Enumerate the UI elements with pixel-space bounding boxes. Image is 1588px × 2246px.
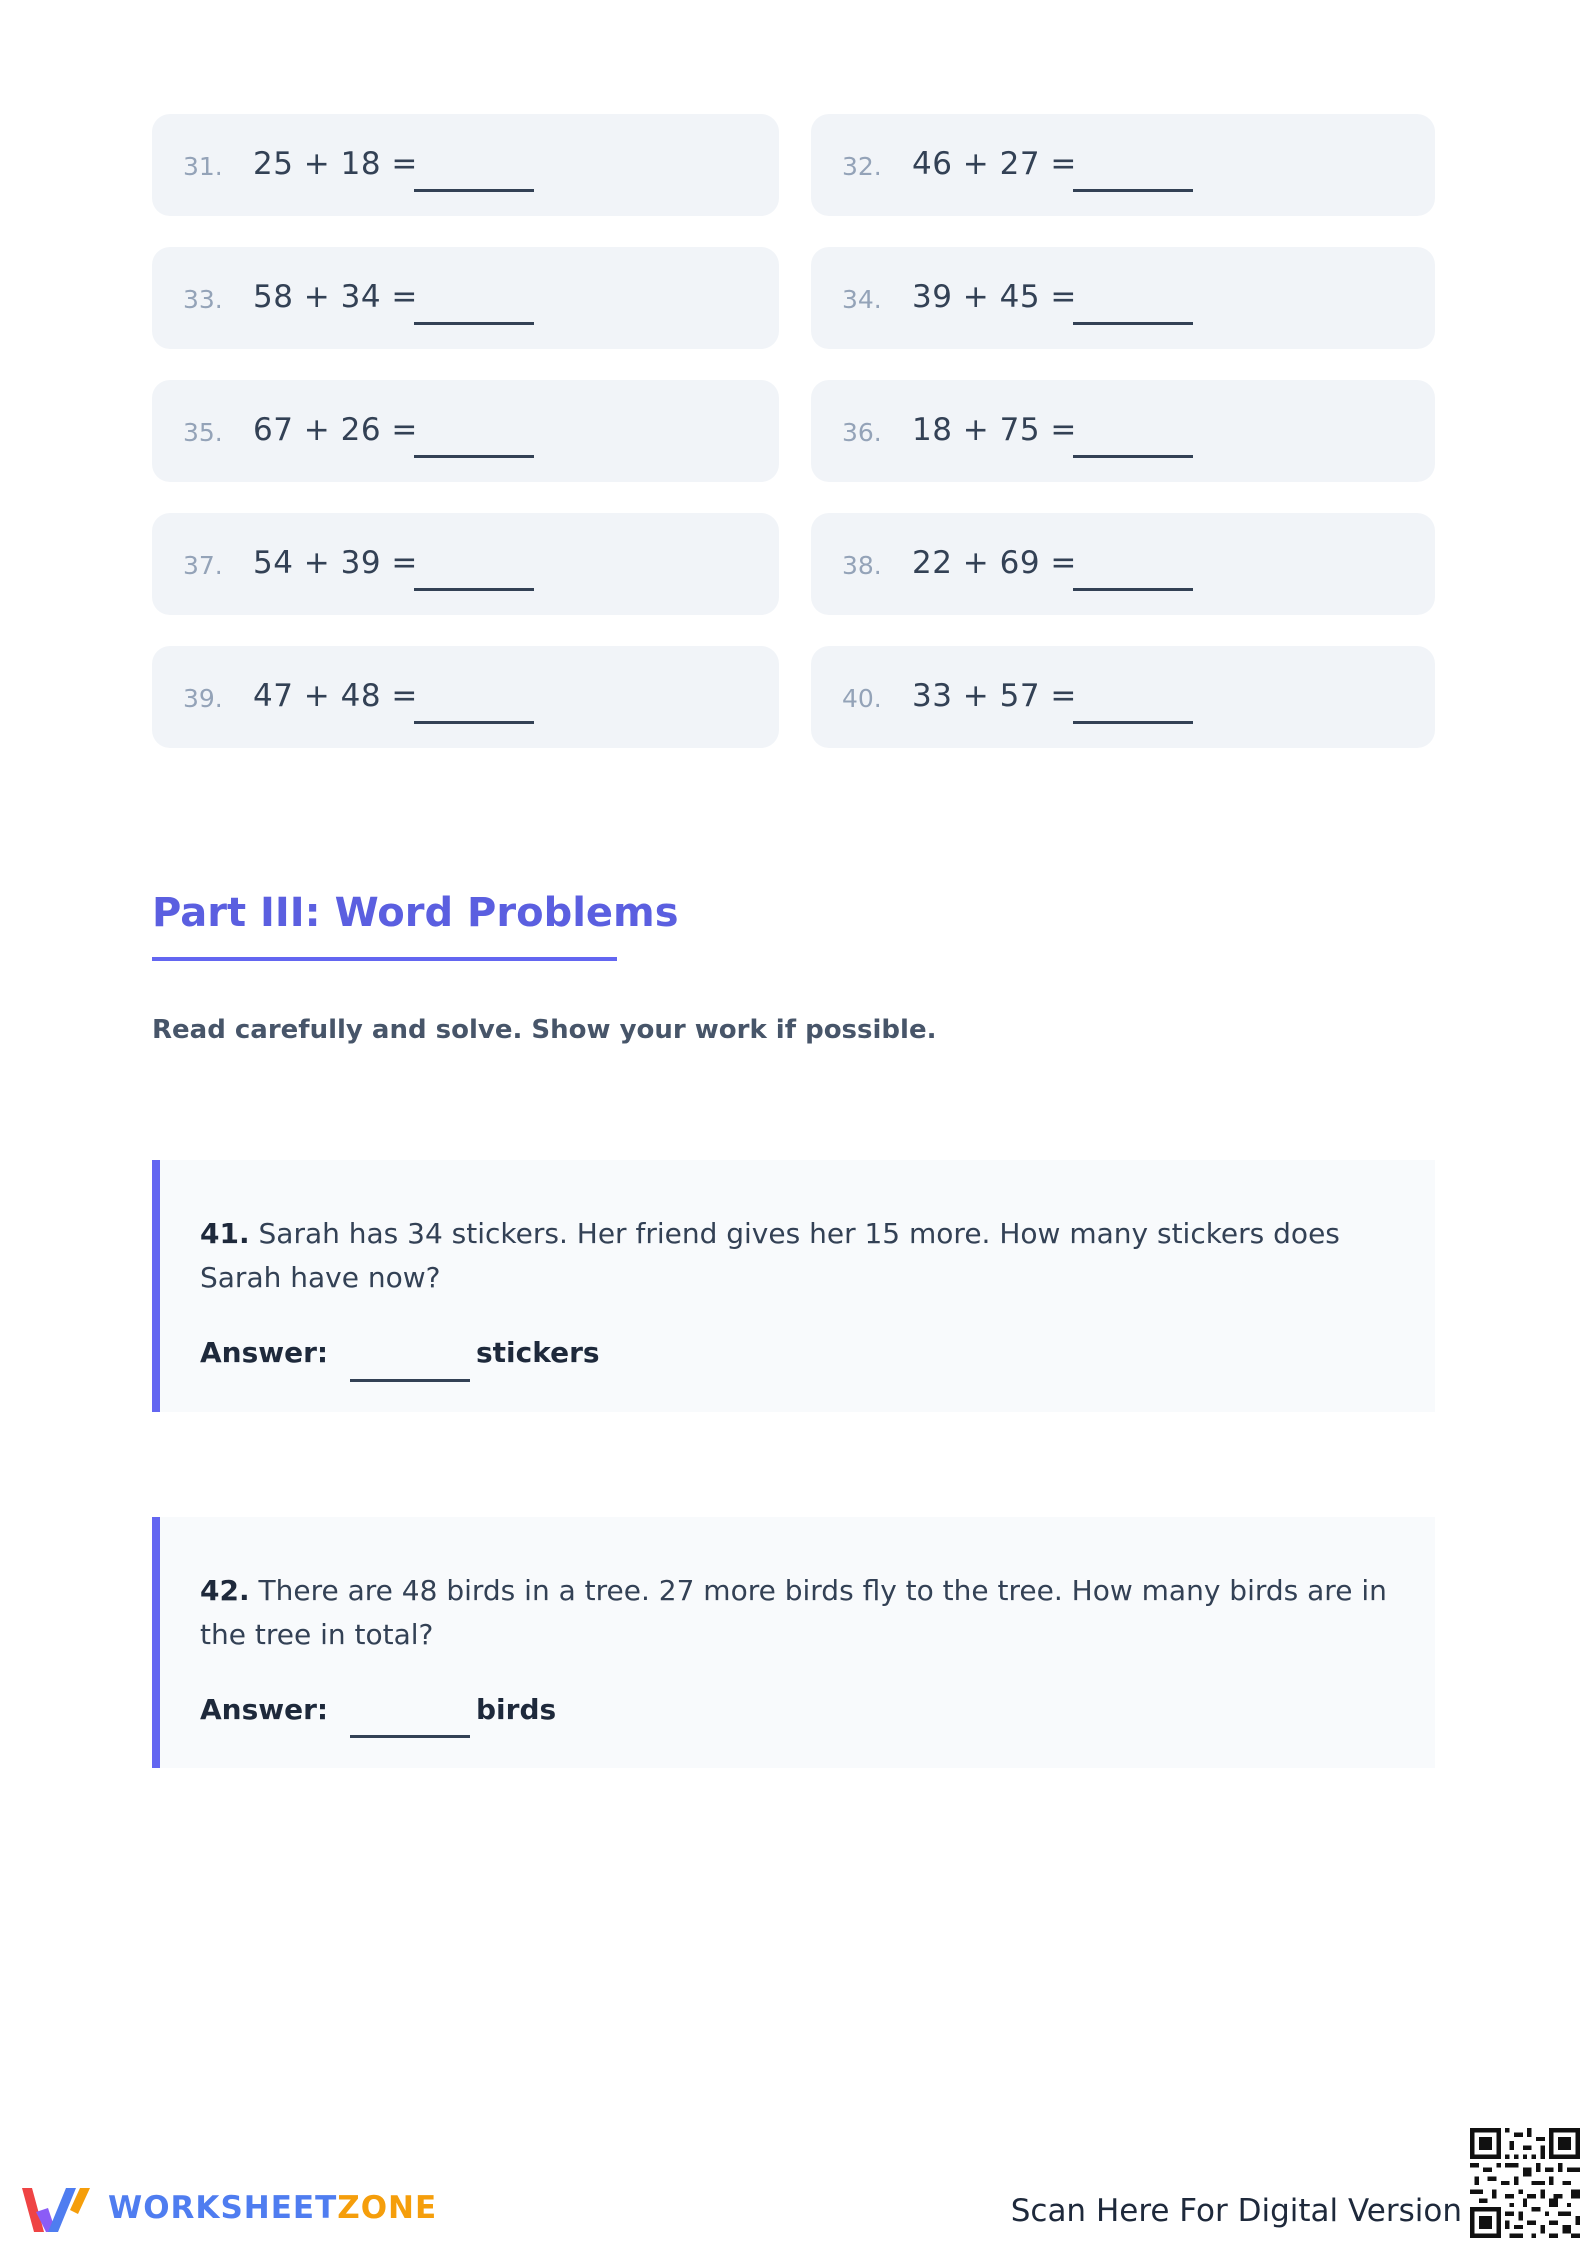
- problem-expression: 58 + 34 =: [253, 279, 418, 315]
- problem-number: 34.: [842, 285, 882, 314]
- answer-blank[interactable]: [1073, 455, 1193, 458]
- word-problem-question: There are 48 birds in a tree. 27 more birds fly to the tree. How many birds are in the tree in total?: [200, 1574, 1387, 1651]
- problem-number: 33.: [183, 285, 223, 314]
- answer-blank[interactable]: [414, 322, 534, 325]
- word-problem-text: [200, 1569, 1400, 1657]
- word-problem-question: Sarah has 34 stickers. Her friend gives her 15 more. How many stickers does Sarah have now?: [200, 1217, 1340, 1294]
- answer-unit: birds: [476, 1693, 557, 1726]
- worksheetzone-logo-icon: [18, 2182, 98, 2238]
- answer-blank[interactable]: [350, 1735, 470, 1738]
- problem-number: 31.: [183, 152, 223, 181]
- answer-blank[interactable]: [1073, 721, 1193, 724]
- problem-number: 32.: [842, 152, 882, 181]
- problem-number: 38.: [842, 551, 882, 580]
- word-problem-number: 41.: [200, 1217, 250, 1250]
- section-underline: [152, 957, 617, 961]
- section-title: Part III: Word Problems: [152, 890, 679, 936]
- section-instructions: Read carefully and solve. Show your work if possible.: [152, 1015, 937, 1045]
- problem-card-37: [152, 513, 779, 615]
- problem-expression: 18 + 75 =: [912, 412, 1077, 448]
- brand-name: [108, 2190, 437, 2226]
- problem-expression: 22 + 69 =: [912, 545, 1077, 581]
- answer-blank[interactable]: [1073, 322, 1193, 325]
- problem-expression: 25 + 18 =: [253, 146, 418, 182]
- problem-number: 40.: [842, 684, 882, 713]
- word-problem-text: [200, 1212, 1400, 1300]
- qr-code-icon[interactable]: [1470, 2128, 1580, 2238]
- problem-card-39: [152, 646, 779, 748]
- answer-blank[interactable]: [350, 1379, 470, 1382]
- answer-label: Answer:: [200, 1336, 329, 1369]
- problem-card-35: [152, 380, 779, 482]
- problem-number: 37.: [183, 551, 223, 580]
- word-problem-number: 42.: [200, 1574, 250, 1607]
- scan-caption: Scan Here For Digital Version: [1010, 2193, 1462, 2229]
- answer-blank[interactable]: [414, 721, 534, 724]
- problem-card-40: [811, 646, 1435, 748]
- answer-label: Answer:: [200, 1693, 329, 1726]
- problem-number: 36.: [842, 418, 882, 447]
- answer-blank[interactable]: [414, 189, 534, 192]
- answer-blank[interactable]: [414, 455, 534, 458]
- brand-word-worksheet: WORKSHEET: [108, 2190, 338, 2226]
- answer-blank[interactable]: [1073, 189, 1193, 192]
- problem-card-34: [811, 247, 1435, 349]
- problem-expression: 46 + 27 =: [912, 146, 1077, 182]
- answer-blank[interactable]: [414, 588, 534, 591]
- addition-problem-grid: [152, 114, 1435, 748]
- problem-card-33: [152, 247, 779, 349]
- problem-card-32: [811, 114, 1435, 216]
- problem-card-36: [811, 380, 1435, 482]
- word-problem-42: [152, 1517, 1435, 1768]
- problem-expression: 54 + 39 =: [253, 545, 418, 581]
- problem-number: 35.: [183, 418, 223, 447]
- problem-expression: 39 + 45 =: [912, 279, 1077, 315]
- word-problem-41: [152, 1160, 1435, 1412]
- problem-card-38: [811, 513, 1435, 615]
- brand-word-zone: ZONE: [337, 2190, 438, 2226]
- answer-unit: stickers: [476, 1336, 600, 1369]
- problem-expression: 67 + 26 =: [253, 412, 418, 448]
- problem-expression: 47 + 48 =: [253, 678, 418, 714]
- problem-number: 39.: [183, 684, 223, 713]
- problem-expression: 33 + 57 =: [912, 678, 1077, 714]
- answer-blank[interactable]: [1073, 588, 1193, 591]
- problem-card-31: [152, 114, 779, 216]
